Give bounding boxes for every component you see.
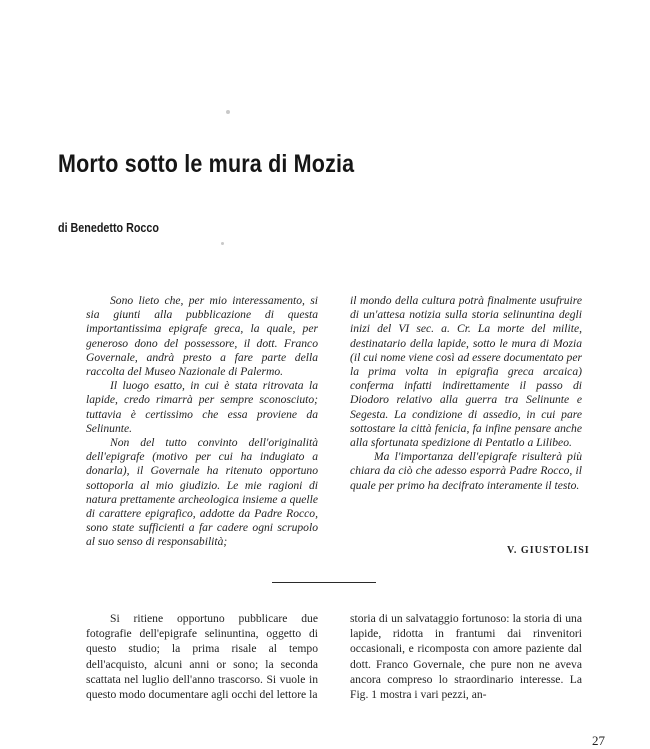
intro-paragraph: Sono lieto che, per mio interessamento, si sia giunti alla pubblicazione di questa importantissima epigrafe greca, la quale, per generoso dono del possessore, il dott. Franco Governale, andrà presto a fare parte della raccolta del Museo Nazionale di Palermo. (86, 294, 318, 379)
body-paragraph: storia di un salvataggio fortunoso: la storia di una lapide, ridotta in frantumi dai rinvenitori occasionali, e ricomposta con amore paziente dal dott. Franco Governale, che pure non ne aveva ancora compreso lo straordinario interesse. La Fig. 1 mostra i vari pezzi, an- (350, 612, 582, 702)
page-number: 27 (592, 733, 605, 748)
body-column-left (86, 611, 318, 702)
article-author: di Benedetto Rocco (58, 221, 159, 235)
intro-paragraph: Il luogo esatto, in cui è stata ritrovata la lapide, credo rimarrà per sempre sconosciuto; tuttavia è certissimo che essa proviene da Selinunte. (86, 379, 318, 435)
intro-paragraph: Ma l'importanza dell'epigrafe risulterà più chiara da ciò che adesso esporrà Padre Rocco, il quale per primo ha decifrato interamente il testo. (350, 450, 582, 492)
intro-column-right (350, 294, 582, 493)
intro-column-left (86, 294, 318, 550)
intro-paragraph: il mondo della cultura potrà finalmente usufruire di un'attesa notizia sulla storia selinuntina degli inizi del VI sec. a. Cr. La morte del milite, destinatario della lapide, sotto le mura di Mozia (il cui nome viene così ad essere documentato per la prima volta in epigrafia greca arcaica) conferma infatti indirettamente il passo di Diodoro relativo alla guerra tra Selinunte e Segesta. La condizione di assedio, in cui pare sottostare la città fenicia, fa infine pensare anche alla sfortunata spedizione di Pentatlo a Lilibeo. (350, 294, 582, 450)
intro-paragraph: Non del tutto convinto dell'originalità dell'epigrafe (motivo per cui ha indugiato a donarla), il Governale ha ritenuto opportuno sottoporla al mio giudizio. Le mie ragioni di natura prettamente archeologica insieme a quelle di carattere epigrafico, addotte da Padre Rocco, sono state sufficienti a far cadere ogni scrupolo al suo senso di responsabilità; (86, 436, 318, 549)
section-divider (272, 582, 376, 583)
scan-speck (221, 242, 224, 245)
body-column-right (350, 611, 582, 702)
intro-signature: V. GIUSTOLISI (507, 545, 590, 556)
article-title: Morto sotto le mura di Mozia (58, 150, 355, 178)
body-paragraph: Si ritiene opportuno pubblicare due fotografie dell'epigrafe selinuntina, oggetto di questo studio; la prima risale al tempo dell'acquisto, alcuni anni or sono; la seconda scattata nel luglio dell'anno trascorso. Si vuole in questo modo documentare agli occhi del lettore la (86, 612, 318, 702)
scan-speck (226, 110, 230, 114)
